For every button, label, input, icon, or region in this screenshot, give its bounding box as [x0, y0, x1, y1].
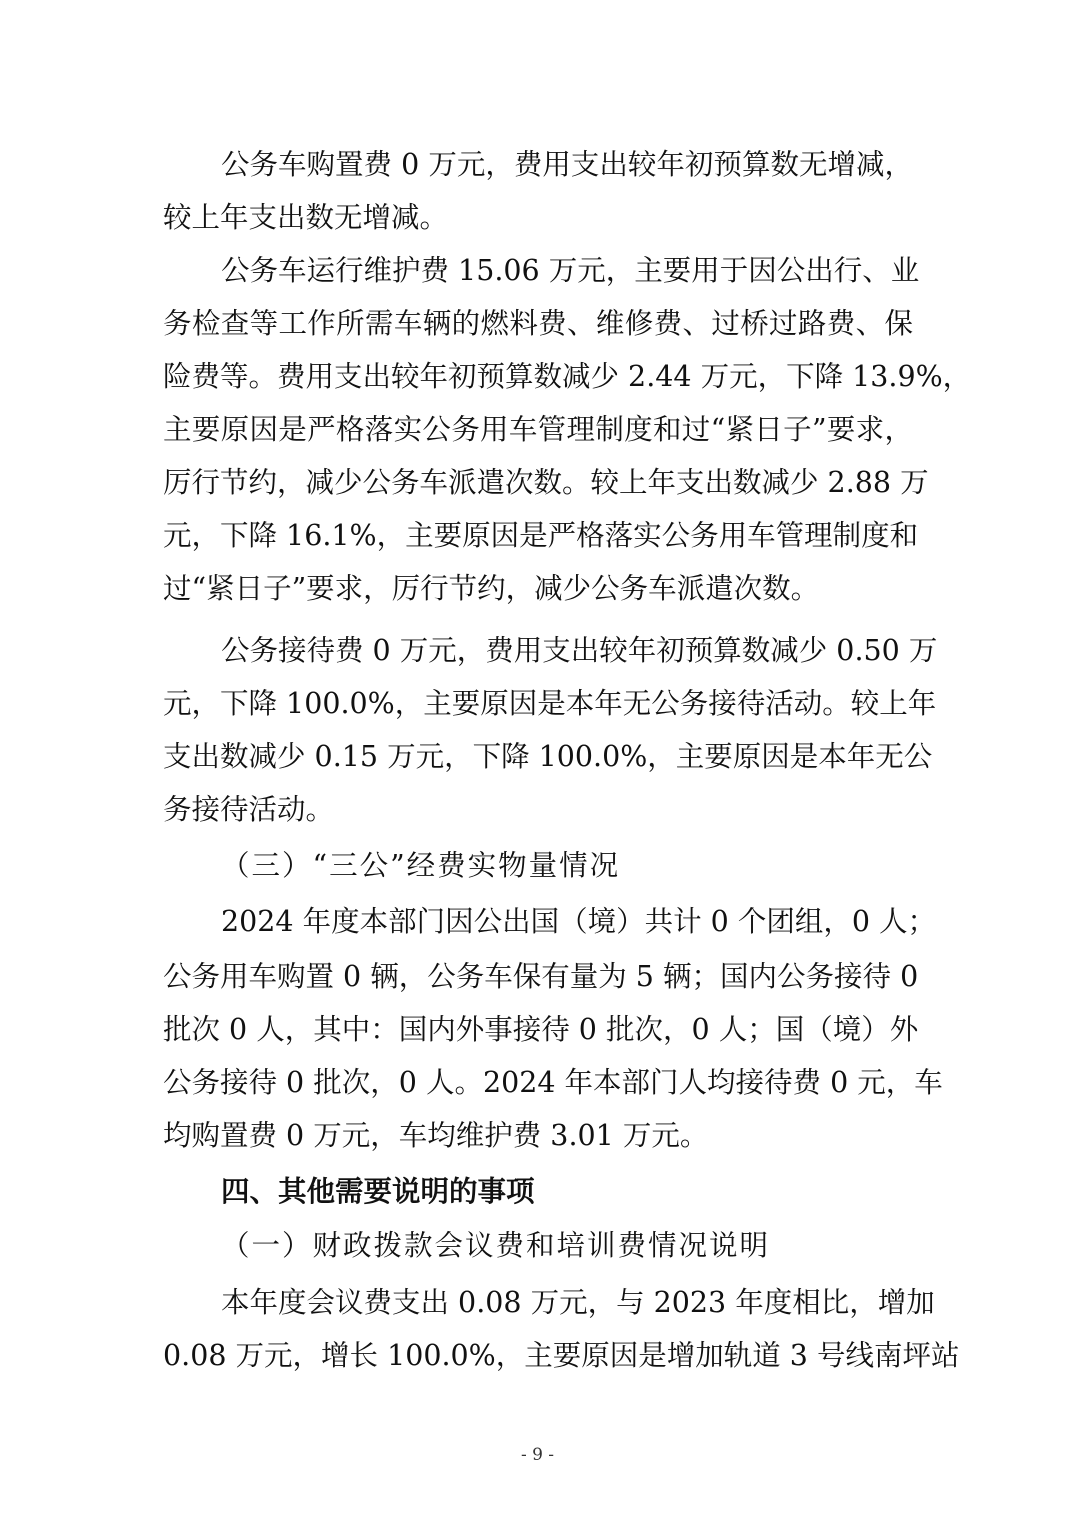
paragraph-line: 主要原因是严格落实公务用车管理制度和过“紧日子”要求， [163, 413, 913, 446]
paragraph-line: 公务车购置费 0 万元，费用支出较年初预算数无增减， [221, 148, 913, 181]
paragraph-line: 批次 0 人，其中：国内外事接待 0 批次，0 人；国（境）外 [163, 1013, 919, 1046]
paragraph-line: 过“紧日子”要求，厉行节约，减少公务车派遣次数。 [163, 572, 820, 605]
paragraph-line: 0.08 万元，增长 100.0%，主要原因是增加轨道 3 号线南坪站 [163, 1339, 960, 1372]
paragraph-line: 元，下降 100.0%，主要原因是本年无公务接待活动。较上年 [163, 687, 937, 720]
paragraph-line: 务检查等工作所需车辆的燃料费、维修费、过桥过路费、保 [163, 307, 913, 340]
paragraph-line: 公务接待 0 批次，0 人。2024 年本部门人均接待费 0 元，车 [163, 1066, 943, 1099]
paragraph-line: 公务车运行维护费 15.06 万元，主要用于因公出行、业 [221, 254, 920, 287]
paragraph-line: 厉行节约，减少公务车派遣次数。较上年支出数减少 2.88 万 [163, 466, 929, 499]
page-number: - 9 - [520, 1445, 555, 1465]
paragraph-line: 公务接待费 0 万元，费用支出较年初预算数减少 0.50 万 [221, 634, 938, 667]
paragraph-line: 较上年支出数无增减。 [163, 201, 449, 234]
section-heading: （一）财政拨款会议费和培训费情况说明 [221, 1229, 771, 1262]
section-title: 四、其他需要说明的事项 [221, 1174, 535, 1208]
section-heading: （三）“三公”经费实物量情况 [221, 849, 621, 882]
paragraph-line: 2024 年度本部门因公出国（境）共计 0 个团组，0 人； [221, 905, 937, 938]
paragraph-line: 元，下降 16.1%，主要原因是严格落实公务用车管理制度和 [163, 519, 919, 552]
paragraph-line: 均购置费 0 万元，车均维护费 3.01 万元。 [163, 1119, 709, 1152]
paragraph-line: 险费等。费用支出较年初预算数减少 2.44 万元，下降 13.9%， [163, 360, 972, 393]
paragraph-line: 本年度会议费支出 0.08 万元，与 2023 年度相比，增加 [221, 1286, 935, 1319]
paragraph-line: 务接待活动。 [163, 793, 335, 826]
paragraph-line: 公务用车购置 0 辆，公务车保有量为 5 辆；国内公务接待 0 [163, 960, 919, 993]
paragraph-line: 支出数减少 0.15 万元，下降 100.0%，主要原因是本年无公 [163, 740, 933, 773]
